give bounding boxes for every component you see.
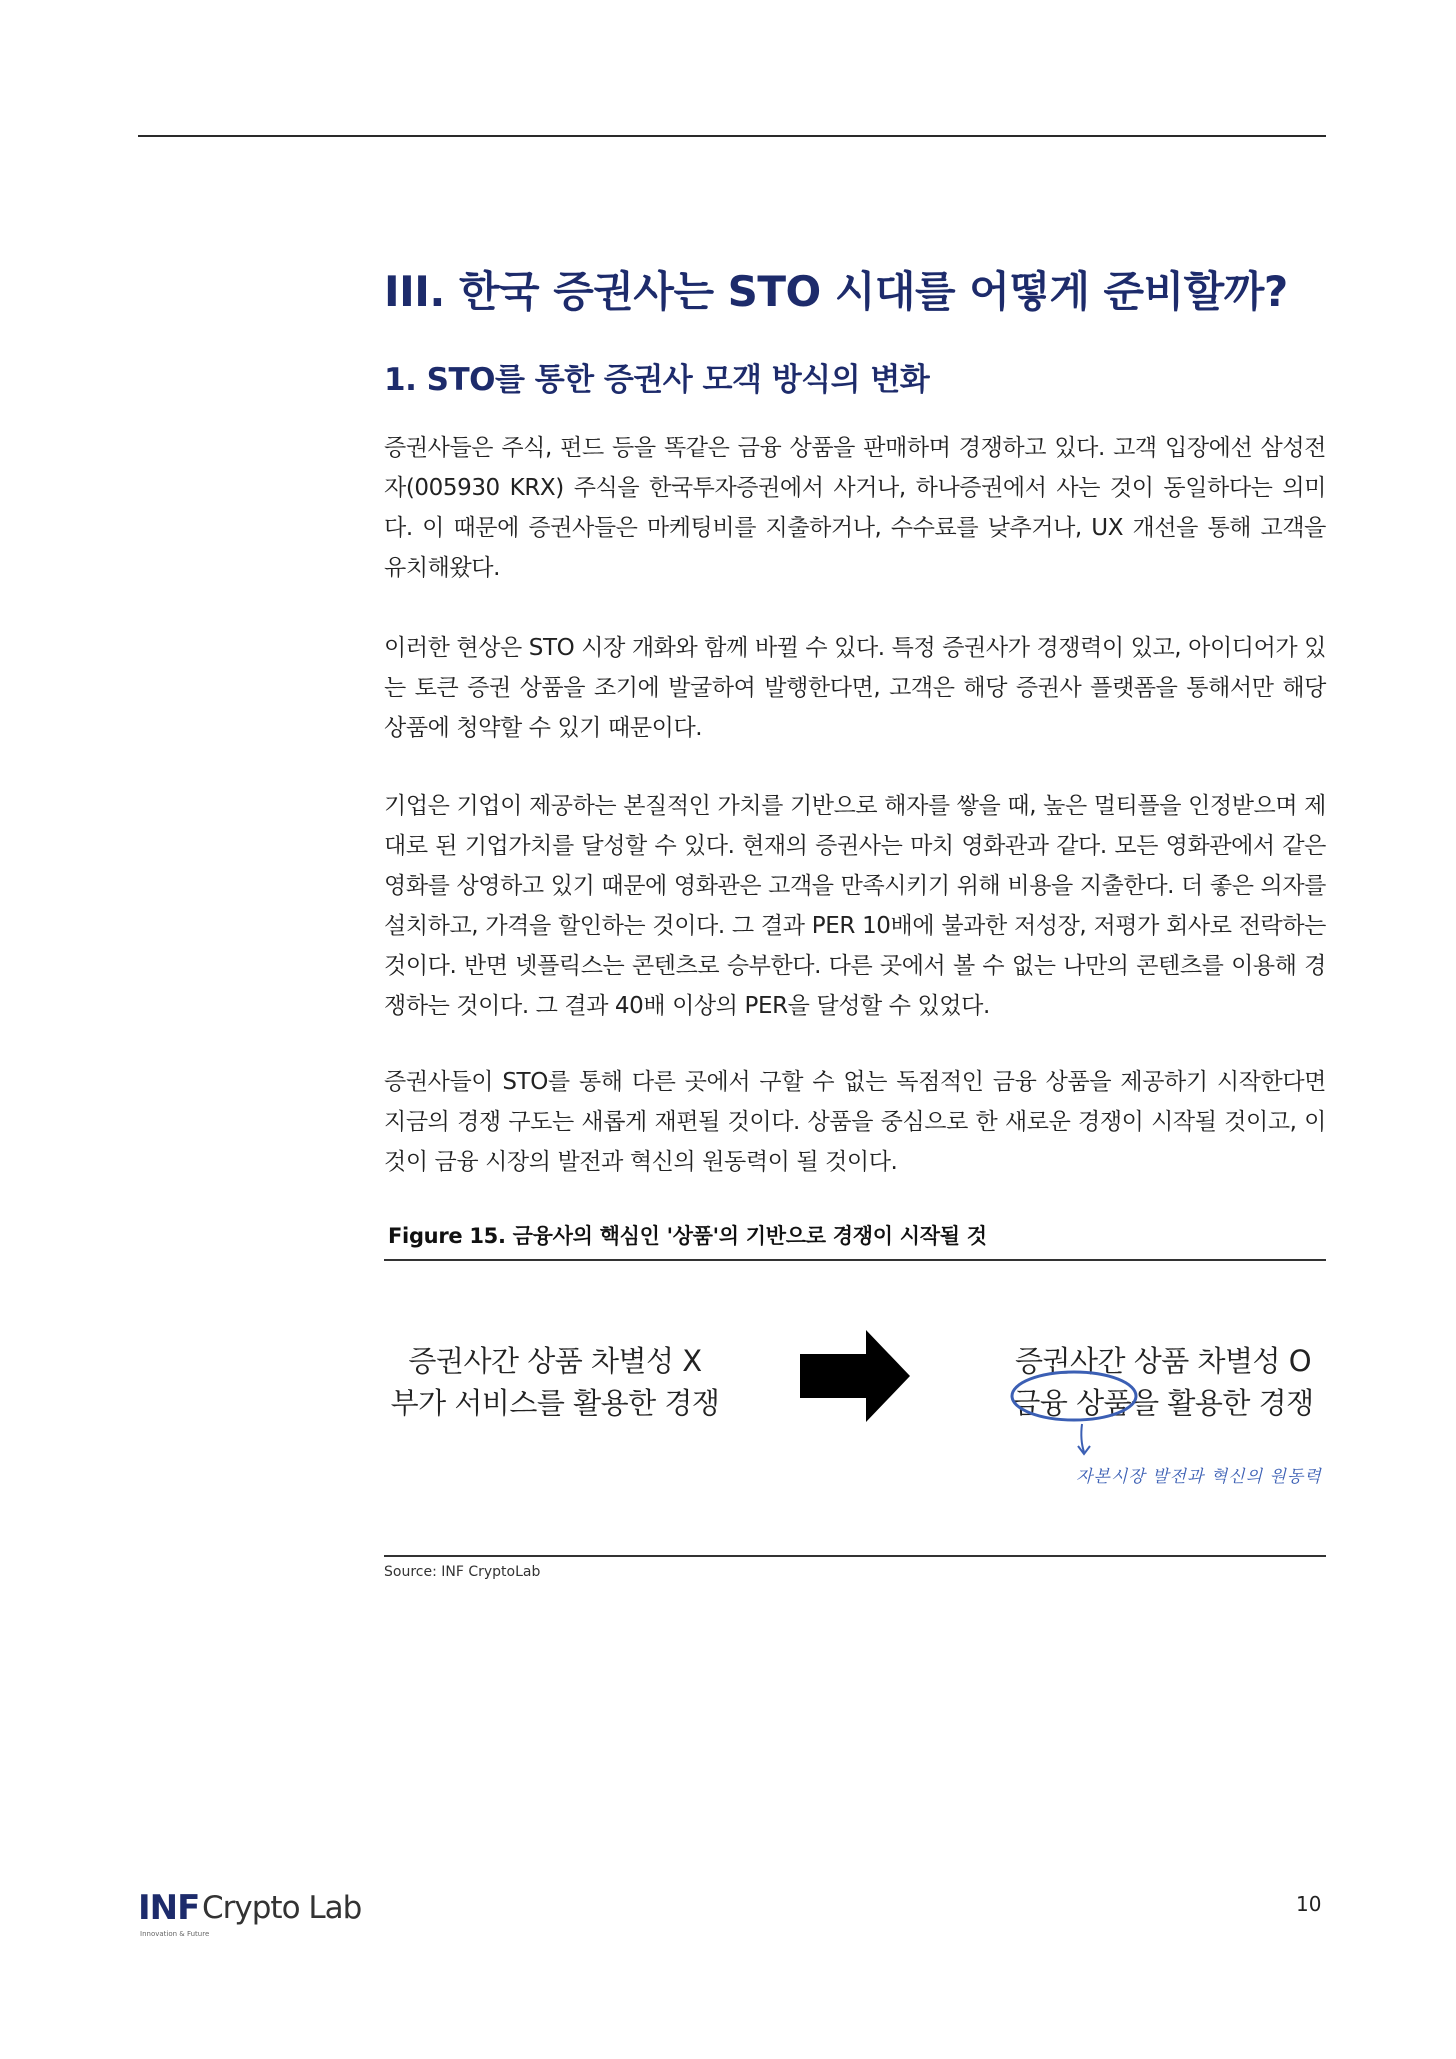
right-line-1: 증권사간 상품 차별성 O: [1014, 1344, 1312, 1378]
paragraph-1: 증권사들은 주식, 펀드 등을 똑같은 금융 상품을 판매하며 경쟁하고 있다. 고객 입장에선 삼성전자(005930 KRX) 주식을 한국투자증권에서 사거나, 하나증권에서 사는 것이 동일하다는 의미다. 이 때문에 증권사들은 마케팅비를 지출하거나, 수수료를 낮추거나, UX 개선을 통해 고객을 유치해왔다.: [384, 435, 1326, 581]
logo-inf-text: INF: [138, 1888, 200, 1928]
header-rule: [138, 135, 1326, 137]
paragraph-2: 이러한 현상은 STO 시장 개화와 함께 바뀔 수 있다. 특정 증권사가 경쟁력이 있고, 아이디어가 있는 토큰 증권 상품을 조기에 발굴하여 발행한다면, 고객은 해당 증권사 플랫폼을 통해서만 해당 상품에 청약할 수 있기 때문이다.: [384, 635, 1326, 741]
inf-cryptolab-logo: [138, 1888, 398, 1948]
left-line-1: 증권사간 상품 차별성 X: [408, 1344, 702, 1378]
paragraph-4: 증권사들이 STO를 통해 다른 곳에서 구할 수 없는 독점적인 금융 상품을 제공하기 시작한다면 지금의 경쟁 구도는 새롭게 재편될 것이다. 상품을 중심으로 한 새로운 경쟁이 시작될 것이고, 이것이 금융 시장의 발전과 혁신의 원동력이 될 것이다.: [384, 1069, 1326, 1175]
left-line-2: 부가 서비스를 활용한 경쟁: [390, 1386, 720, 1420]
section-title: III. 한국 증권사는 STO 시대를 어떻게 준비할까?: [384, 267, 1288, 316]
logo-tagline: Innovation & Future: [140, 1930, 210, 1938]
page-number: 10: [1296, 1892, 1322, 1916]
figure-source: Source: INF CryptoLab: [384, 1564, 541, 1580]
handwritten-annotation: 자본시장 발전과 혁신의 원동력: [1076, 1467, 1322, 1487]
figure-left-block: [390, 1340, 720, 1424]
figure-top-rule: [384, 1259, 1326, 1261]
highlight-circle-icon: [1008, 1368, 1140, 1424]
right-arrow-icon: [800, 1330, 910, 1422]
sub-title: 1. STO를 통한 증권사 모객 방식의 변화: [384, 362, 930, 398]
pointer-arrow-icon: [1072, 1422, 1096, 1460]
figure-bottom-rule: [384, 1555, 1326, 1557]
right-line-2: 금융 상품을 활용한 경쟁: [1012, 1386, 1314, 1420]
figure-caption: Figure 15. 금융사의 핵심인 '상품'의 기반으로 경쟁이 시작될 것: [388, 1224, 987, 1248]
paragraph-3: 기업은 기업이 제공하는 본질적인 가치를 기반으로 해자를 쌓을 때, 높은 멀티플을 인정받으며 제대로 된 기업가치를 달성할 수 있다. 현재의 증권사는 마치 영화관과 같다. 모든 영화관에서 같은 영화를 상영하고 있기 때문에 영화관은 고객을 만족시키기 위해 비용을 지출한다. 더 좋은 의자를 설치하고, 가격을 할인하는 것이다. 그 결과 PER 10배에 불과한 저성장, 저평가 회사로 전락하는 것이다. 반면 넷플릭스는 콘텐츠로 승부한다. 다른 곳에서 볼 수 없는 나만의 콘텐츠를 이용해 경쟁하는 것이다. 그 결과 40배 이상의 PER을 달성할 수 있었다.: [384, 793, 1326, 1019]
logo-cryptolab-text: Crypto Lab: [202, 1890, 362, 1926]
